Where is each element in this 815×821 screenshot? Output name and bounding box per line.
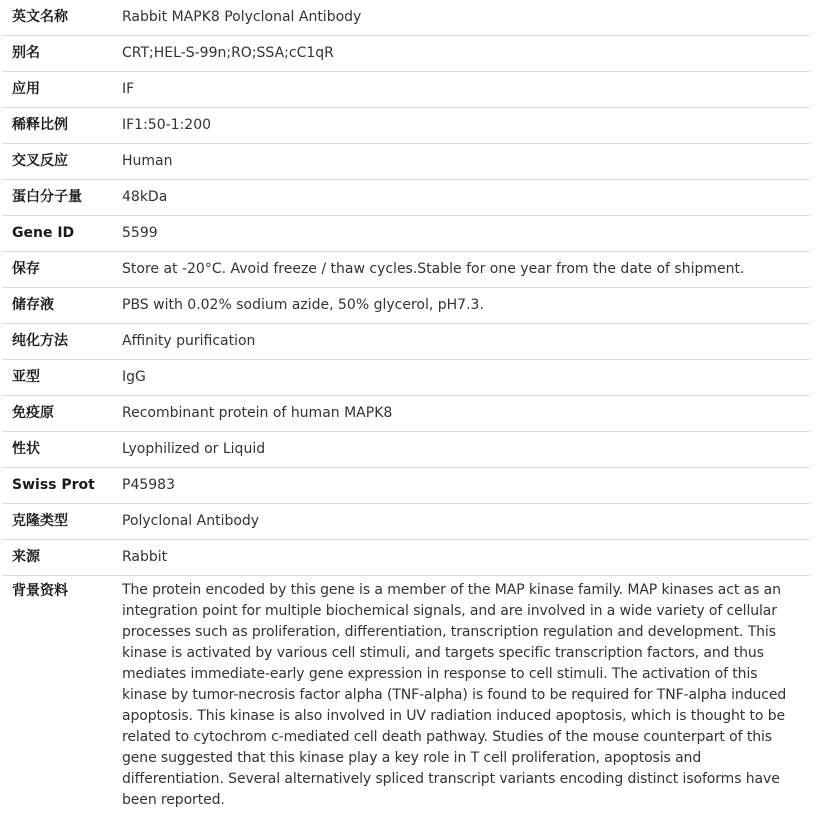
label-english-name: 英文名称 [12, 9, 68, 25]
value-immunogen: Recombinant protein of human MAPK8 [122, 405, 393, 421]
label-form: 性状 [12, 441, 40, 457]
value-molecular-weight: 48kDa [122, 189, 168, 205]
row-gene-id [2, 216, 810, 252]
row-host [2, 540, 810, 576]
value-host: Rabbit [122, 549, 168, 565]
label-purification: 纯化方法 [12, 333, 68, 349]
value-cross-reactivity: Human [122, 153, 173, 169]
value-dilution: IF1:50-1:200 [122, 117, 212, 133]
value-isotype: IgG [122, 369, 146, 385]
row-storage [2, 252, 810, 288]
label-cross-reactivity: 交叉反应 [12, 153, 68, 169]
label-storage: 保存 [12, 261, 40, 277]
value-swiss-prot: P45983 [122, 477, 175, 493]
row-alias [2, 36, 810, 72]
value-english-name: Rabbit MAPK8 Polyclonal Antibody [122, 9, 362, 25]
value-clonality: Polyclonal Antibody [122, 513, 260, 529]
row-immunogen [2, 396, 810, 432]
label-clonality: 克隆类型 [12, 513, 68, 529]
label-host: 来源 [12, 549, 40, 565]
value-form: Lyophilized or Liquid [122, 441, 266, 457]
value-storage-buffer: PBS with 0.02% sodium azide, 50% glycerol, pH7.3. [122, 297, 484, 313]
row-isotype [2, 360, 810, 396]
label-swiss-prot: Swiss Prot [12, 477, 95, 493]
label-isotype: 亚型 [12, 369, 40, 385]
row-application [2, 72, 810, 108]
row-background [2, 576, 810, 811]
row-dilution [2, 108, 810, 144]
row-form [2, 432, 810, 468]
label-application: 应用 [12, 81, 40, 97]
label-storage-buffer: 储存液 [12, 297, 54, 313]
row-molecular-weight [2, 180, 810, 216]
row-cross-reactivity [2, 144, 810, 180]
row-purification [2, 324, 810, 360]
row-storage-buffer [2, 288, 810, 324]
value-background: The protein encoded by this gene is a member of the MAP kinase family. MAP kinases act as an integration point for multiple biochemical signals, and are involved in a wide variety of cellular processes such as proliferation, differentiation, transcription regulation and development. This kinase is activated by various cell stimuli, and targets specific transcription factors, and thus mediates immediate-early gene expression in response to cell stimuli. The activation of this kinase by tumor-necrosis factor alpha (TNF-alpha) is found to be required for TNF-alpha induced apoptosis. This kinase is also involved in UV radiation induced apoptosis, which is thought to be related to cytochrom c-mediated cell death pathway. Studies of the mouse counterpart of this gene suggested that this kinase play a key role in T cell proliferation, apoptosis and differentiation. Several alternatively spliced transcript variants encoding distinct isoforms have been reported. [122, 582, 787, 808]
row-english-name [2, 0, 810, 36]
label-dilution: 稀释比例 [12, 117, 68, 133]
label-alias: 别名 [12, 45, 40, 61]
value-gene-id: 5599 [122, 225, 158, 241]
value-purification: Affinity purification [122, 333, 256, 349]
label-molecular-weight: 蛋白分子量 [12, 189, 82, 205]
row-swiss-prot [2, 468, 810, 504]
value-alias: CRT;HEL-S-99n;RO;SSA;cC1qR [122, 45, 334, 61]
label-immunogen: 免疫原 [12, 405, 54, 421]
value-application: IF [122, 81, 135, 97]
value-storage: Store at -20°C. Avoid freeze / thaw cycles.Stable for one year from the date of shipment. [122, 261, 745, 277]
label-gene-id: Gene ID [12, 225, 75, 241]
product-spec-table [2, 0, 810, 811]
label-background: 背景资料 [12, 583, 68, 599]
row-clonality [2, 504, 810, 540]
